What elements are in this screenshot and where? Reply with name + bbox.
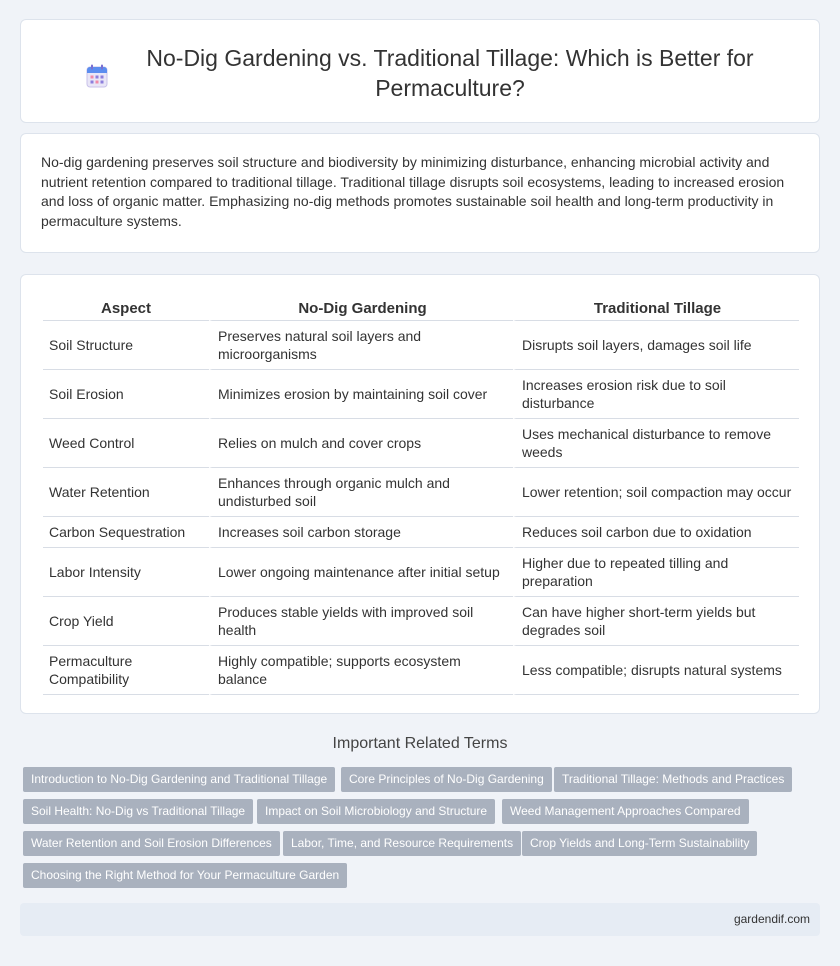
comparison-table bbox=[43, 295, 799, 695]
related-tag-link[interactable]: Impact on Soil Microbiology and Structure bbox=[257, 799, 495, 824]
related-terms-title: Important Related Terms bbox=[332, 735, 508, 752]
footer bbox=[20, 903, 820, 936]
table-row bbox=[43, 646, 799, 695]
tillage-cell: Less compatible; disrupts natural systems bbox=[513, 646, 799, 695]
table-row bbox=[43, 370, 799, 419]
column-header-aspect: Aspect bbox=[43, 295, 209, 321]
aspect-cell: Labor Intensity bbox=[43, 548, 209, 597]
column-header-tillage: Traditional Tillage bbox=[513, 295, 799, 321]
title-card bbox=[20, 19, 820, 123]
tillage-cell: Reduces soil carbon due to oxidation bbox=[513, 517, 799, 548]
tillage-cell: Disrupts soil layers, damages soil life bbox=[513, 321, 799, 370]
table-row bbox=[43, 517, 799, 548]
tillage-cell: Lower retention; soil compaction may occur bbox=[513, 468, 799, 517]
no-dig-cell: Lower ongoing maintenance after initial setup bbox=[209, 548, 513, 597]
table-row bbox=[43, 321, 799, 370]
tillage-cell: Uses mechanical disturbance to remove weeds bbox=[513, 419, 799, 468]
footer-site-link[interactable]: gardendif.com bbox=[733, 912, 810, 926]
tillage-cell: Higher due to repeated tilling and preparation bbox=[513, 548, 799, 597]
tillage-cell: Can have higher short-term yields but degrades soil bbox=[513, 597, 799, 646]
no-dig-cell: Increases soil carbon storage bbox=[209, 517, 513, 548]
no-dig-cell: Highly compatible; supports ecosystem balance bbox=[209, 646, 513, 695]
aspect-cell: Carbon Sequestration bbox=[43, 517, 209, 548]
no-dig-cell: Preserves natural soil layers and microorganisms bbox=[209, 321, 513, 370]
no-dig-cell: Minimizes erosion by maintaining soil cover bbox=[209, 370, 513, 419]
intro-card bbox=[20, 133, 820, 253]
aspect-cell: Soil Structure bbox=[43, 321, 209, 370]
related-tag-link[interactable]: Crop Yields and Long-Term Sustainability bbox=[522, 831, 757, 856]
related-tag-link[interactable]: Traditional Tillage: Methods and Practices bbox=[554, 767, 792, 792]
related-tag-link[interactable]: Soil Health: No-Dig vs Traditional Tillage bbox=[23, 799, 253, 824]
intro-paragraph: No-dig gardening preserves soil structure and biodiversity by minimizing disturbance, enhancing microbial activity and nutrient retention compared to traditional tillage. Traditional tillage disrupts soil ecosystems, leading to increased erosion and loss of organic matter. Emphasizing no-dig methods promotes sustainable soil health and long-term productivity in permaculture systems. bbox=[41, 154, 785, 229]
aspect-cell: Water Retention bbox=[43, 468, 209, 517]
related-tag-link[interactable]: Weed Management Approaches Compared bbox=[502, 799, 749, 824]
aspect-cell: Crop Yield bbox=[43, 597, 209, 646]
related-tag-link[interactable]: Introduction to No-Dig Gardening and Traditional Tillage bbox=[23, 767, 335, 792]
table-row bbox=[43, 548, 799, 597]
title-wrap bbox=[81, 43, 779, 103]
aspect-cell: Soil Erosion bbox=[43, 370, 209, 419]
aspect-cell: Weed Control bbox=[43, 419, 209, 468]
page-title: No-Dig Gardening vs. Traditional Tillage: Which is Better for Permaculture? bbox=[146, 45, 754, 101]
table-row bbox=[43, 419, 799, 468]
related-tag-link[interactable]: Labor, Time, and Resource Requirements bbox=[283, 831, 521, 856]
aspect-cell: Permaculture Compatibility bbox=[43, 646, 209, 695]
table-row bbox=[43, 597, 799, 646]
tillage-cell: Increases erosion risk due to soil disturbance bbox=[513, 370, 799, 419]
related-tag-link[interactable]: Water Retention and Soil Erosion Differences bbox=[23, 831, 280, 856]
no-dig-cell: Enhances through organic mulch and undisturbed soil bbox=[209, 468, 513, 517]
table-row bbox=[43, 468, 799, 517]
table-header-row bbox=[43, 295, 799, 321]
no-dig-cell: Relies on mulch and cover crops bbox=[209, 419, 513, 468]
related-tag-link[interactable]: Core Principles of No-Dig Gardening bbox=[341, 767, 552, 792]
column-header-no-dig: No-Dig Gardening bbox=[209, 295, 513, 321]
comparison-card bbox=[20, 274, 820, 714]
related-tag-link[interactable]: Choosing the Right Method for Your Permaculture Garden bbox=[23, 863, 347, 888]
no-dig-cell: Produces stable yields with improved soil health bbox=[209, 597, 513, 646]
